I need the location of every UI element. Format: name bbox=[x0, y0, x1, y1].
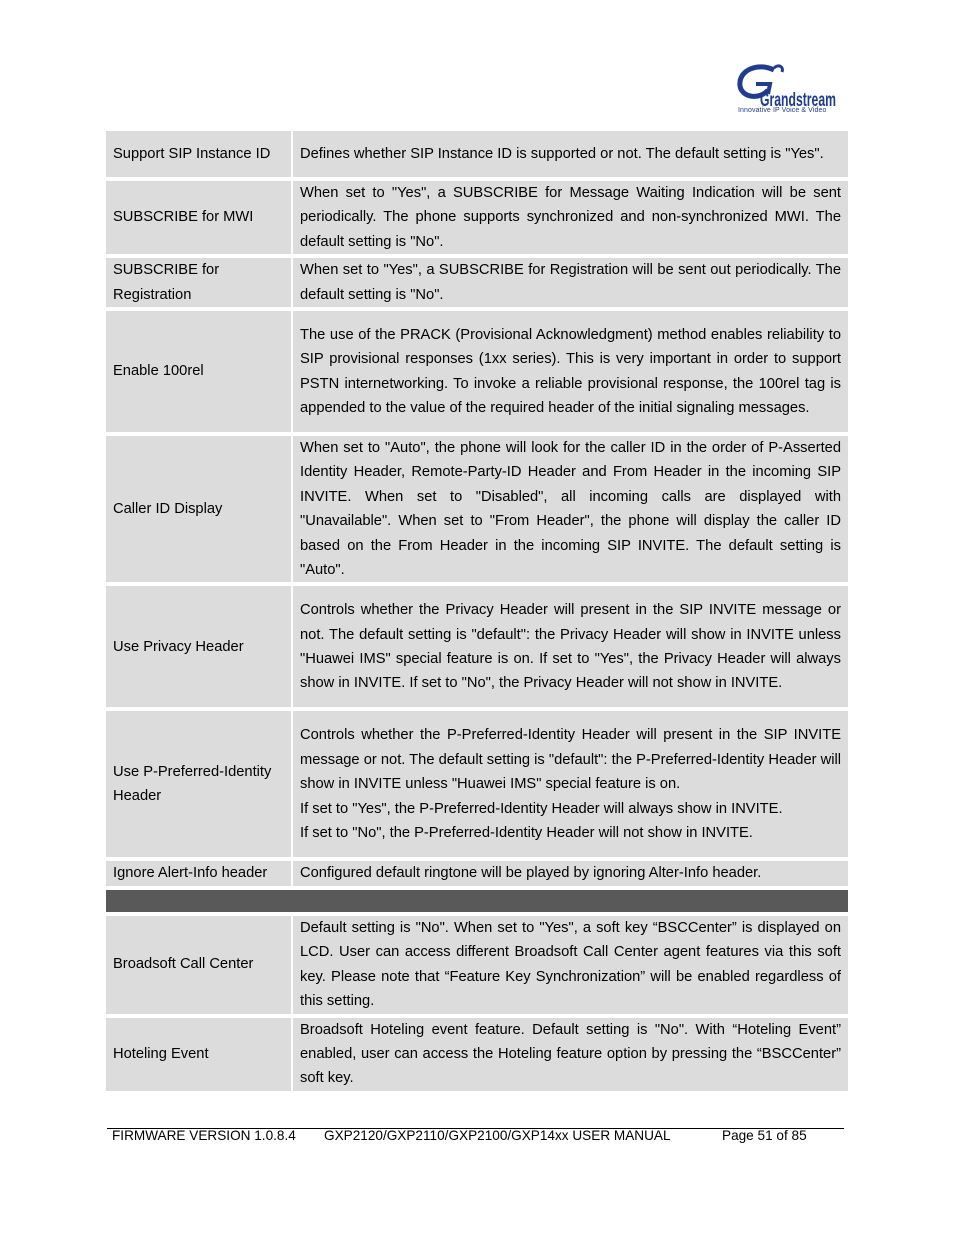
setting-name: Ignore Alert-Info header bbox=[106, 861, 291, 885]
grandstream-logo bbox=[734, 60, 838, 118]
setting-name: Support SIP Instance ID bbox=[106, 131, 291, 177]
table-row bbox=[106, 711, 848, 857]
footer-manual-title: GXP2120/GXP2110/GXP2100/GXP14xx USER MANUAL bbox=[324, 1128, 671, 1143]
table-row bbox=[106, 861, 848, 885]
table-row bbox=[106, 436, 848, 582]
setting-description: Default setting is "No". When set to "Yes", a soft key “BSCCenter” is displayed on LCD. User can access different Broadsoft Call Center agent features via this soft key. Please note that “Feature Key Synchronization” will be enabled regardless of this setting. bbox=[293, 916, 848, 1014]
settings-table bbox=[104, 127, 850, 1095]
setting-description: Broadsoft Hoteling event feature. Default setting is "No". With “Hoteling Event” enabled, user can access the Hoteling feature option by pressing the “BSCCenter” soft key. bbox=[293, 1018, 848, 1091]
setting-name: Use Privacy Header bbox=[106, 586, 291, 707]
setting-name: SUBSCRIBE for MWI bbox=[106, 181, 291, 254]
table-row bbox=[106, 586, 848, 707]
table-row bbox=[106, 916, 848, 1014]
setting-description: Configured default ringtone will be played by ignoring Alter-Info header. bbox=[293, 861, 848, 885]
setting-description bbox=[293, 711, 848, 857]
table-row bbox=[106, 181, 848, 254]
grandstream-logo-icon bbox=[734, 64, 838, 108]
setting-description: Defines whether SIP Instance ID is supported or not. The default setting is "Yes". bbox=[293, 131, 848, 177]
table-row bbox=[106, 258, 848, 307]
setting-name: Broadsoft Call Center bbox=[106, 916, 291, 1014]
setting-name: SUBSCRIBE for Registration bbox=[106, 258, 291, 307]
table-row bbox=[106, 131, 848, 177]
setting-description: When set to "Auto", the phone will look for the caller ID in the order of P-Asserted Identity Header, Remote-Party-ID Header and From Header in the incoming SIP INVITE. When set to "Disabled", all incoming calls are displayed with "Unavailable". When set to "From Header", the phone will display the caller ID based on the From Header in the incoming SIP INVITE. The default setting is "Auto". bbox=[293, 436, 848, 582]
logo-tagline: Innovative IP Voice & Video bbox=[738, 107, 827, 114]
setting-name: Enable 100rel bbox=[106, 311, 291, 432]
setting-description: Controls whether the Privacy Header will present in the SIP INVITE message or not. The default setting is "default": the Privacy Header will show in INVITE unless "Huawei IMS" special feature is on. If set to "Yes", the Privacy Header will always show in INVITE. If set to "No", the Privacy Header will not show in INVITE. bbox=[293, 586, 848, 707]
setting-description-main: Controls whether the P-Preferred-Identity Header will present in the SIP INVITE message or not. The default setting is "default": the P-Preferred-Identity Header will show in INVITE unless "Huawei IMS" special feature is on. bbox=[300, 727, 841, 793]
section-divider bbox=[106, 890, 848, 912]
setting-name: Use P-Preferred-Identity Header bbox=[106, 711, 291, 857]
setting-name: Caller ID Display bbox=[106, 436, 291, 582]
section-divider-row bbox=[106, 890, 848, 912]
setting-name: Hoteling Event bbox=[106, 1018, 291, 1091]
setting-description-yes: If set to "Yes", the P-Preferred-Identity Header will always show in INVITE. bbox=[300, 800, 783, 817]
table-row bbox=[106, 311, 848, 432]
footer-page-number: Page 51 of 85 bbox=[722, 1128, 807, 1143]
setting-description: When set to "Yes", a SUBSCRIBE for Message Waiting Indication will be sent periodically. The phone supports synchronized and non-synchronized MWI. The default setting is "No". bbox=[293, 181, 848, 254]
logo-wordmark-text: Grandstream bbox=[760, 90, 836, 108]
table-row bbox=[106, 1018, 848, 1091]
setting-description: When set to "Yes", a SUBSCRIBE for Registration will be sent out periodically. The default setting is "No". bbox=[293, 258, 848, 307]
setting-description: The use of the PRACK (Provisional Acknowledgment) method enables reliability to SIP provisional responses (1xx series). This is very important in order to support PSTN internetworking. To invoke a reliable provisional response, the 100rel tag is appended to the value of the required header of the initial signaling messages. bbox=[293, 311, 848, 432]
setting-description-no: If set to "No", the P-Preferred-Identity Header will not show in INVITE. bbox=[300, 825, 753, 842]
footer-firmware-version: FIRMWARE VERSION 1.0.8.4 bbox=[112, 1128, 296, 1143]
